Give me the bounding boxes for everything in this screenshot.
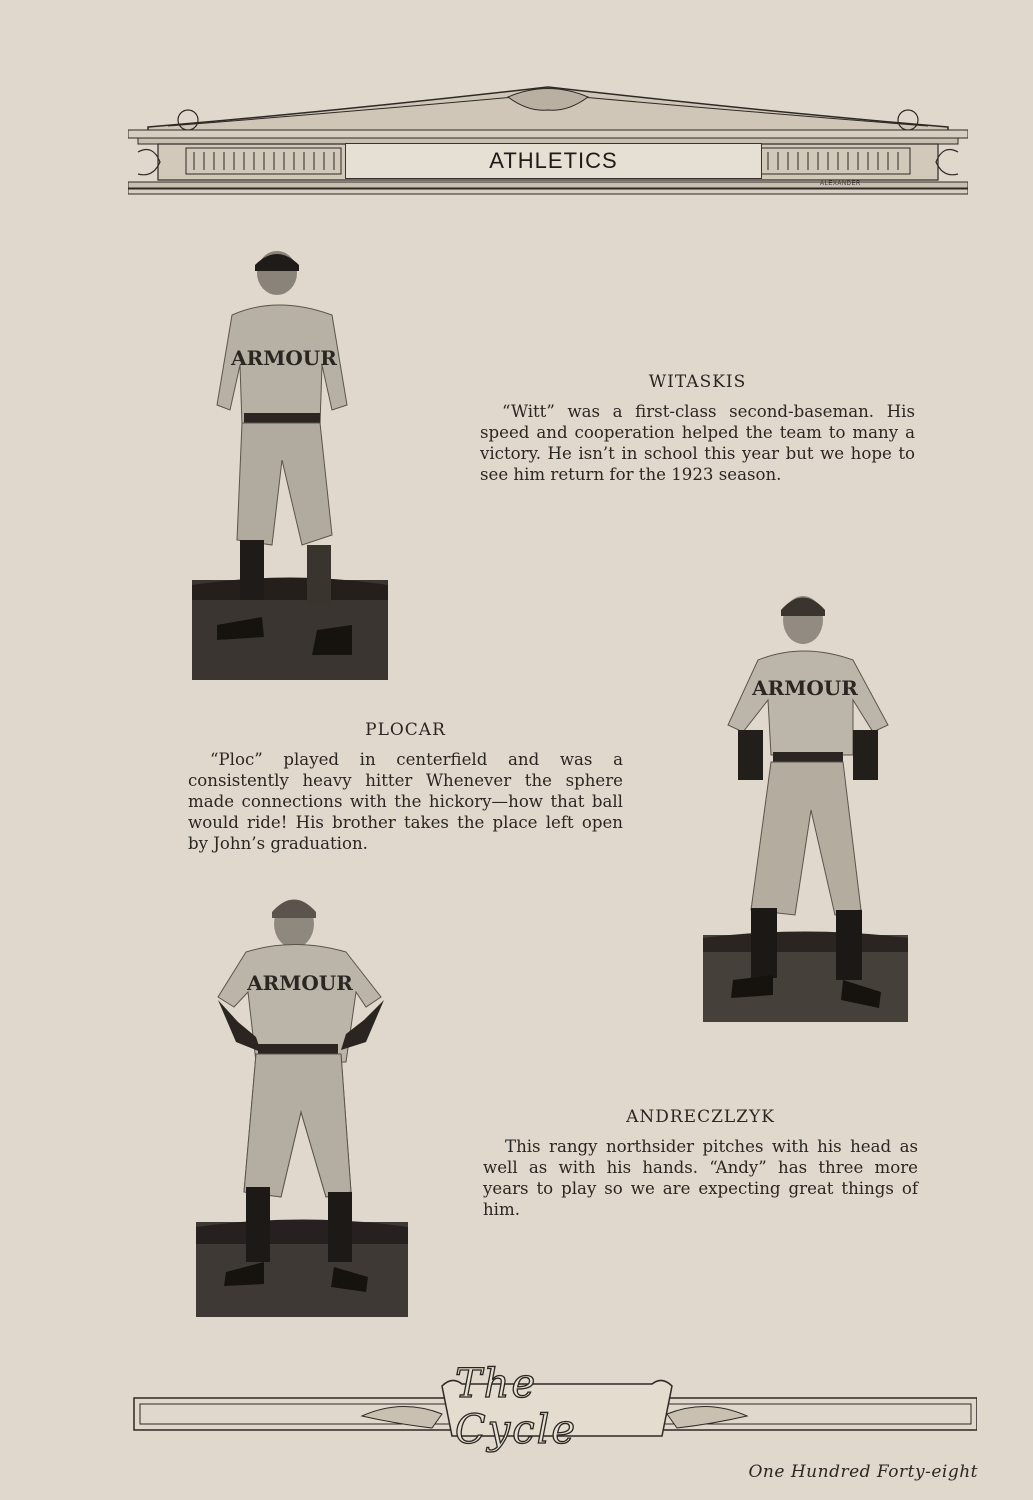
player-bio-andreczlzyk: This rangy northsider pitches with his head as well as with his hands. “Andy” has three more years to play so we are expecting great things of him. (483, 1137, 918, 1219)
player-name-andreczlzyk: ANDRECZLZYK (626, 1107, 775, 1127)
player-name-plocar: PLOCAR (365, 720, 446, 740)
player-photo-andreczlzyk (196, 882, 408, 1317)
section-title: ATHLETICS (345, 143, 762, 179)
player-name-witaskis: WITASKIS (648, 372, 747, 392)
jersey-lettering: ARMOUR (231, 346, 337, 370)
header-ornament (128, 82, 968, 197)
player-bio-plocar: “Ploc” played in centerfield and was a consistently heavy hitter Whenever the sphere made connections with the hickory—how that ball would ride! His brother takes the place left open by John’s graduation. (188, 750, 623, 853)
player-photo-plocar (703, 580, 908, 1022)
jersey-lettering: ARMOUR (752, 676, 858, 700)
publication-logo: The Cycle (455, 1361, 578, 1453)
player-photo-witaskis (192, 245, 388, 680)
artist-signature: ALEXANDER (820, 181, 861, 187)
page-number: One Hundred Forty-eight (748, 1462, 978, 1482)
player-bio-witaskis: “Witt” was a first-class second-baseman. His speed and cooperation helped the team to many a victory. He isn’t in school this year but we hope to see him return for the 1923 season. (480, 402, 915, 484)
jersey-lettering: ARMOUR (247, 971, 353, 995)
